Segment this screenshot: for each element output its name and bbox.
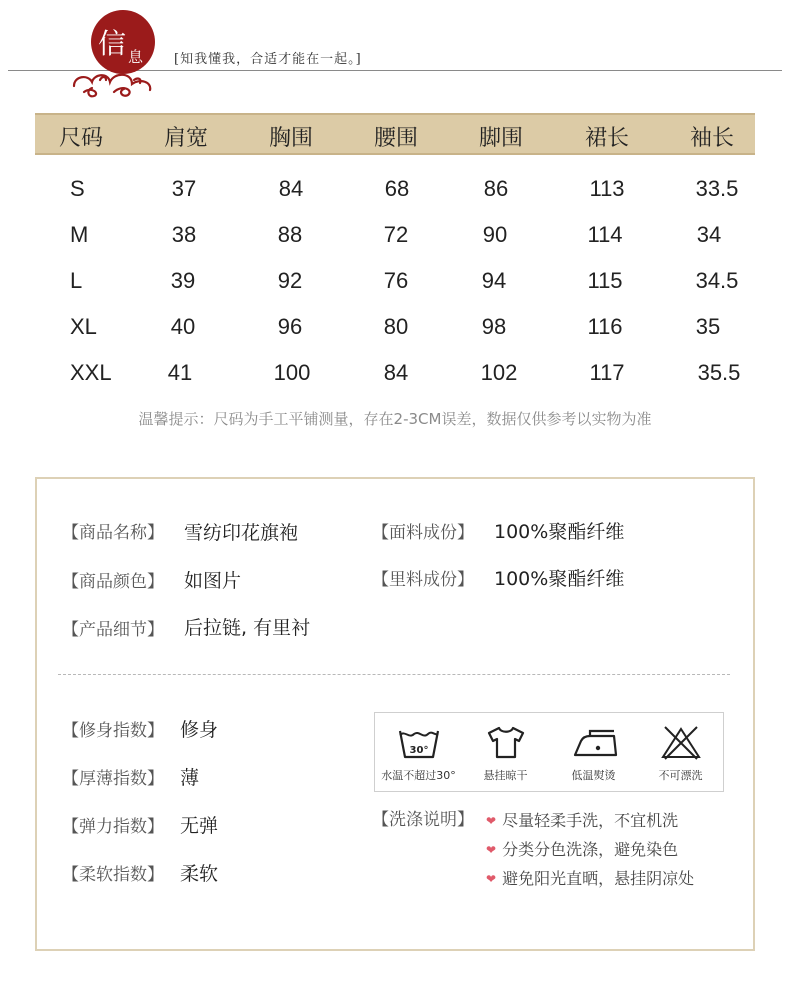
wash-30-icon: [397, 723, 441, 763]
iron-low-icon: [572, 723, 620, 763]
table-cell: 33.5: [695, 176, 739, 201]
elasticity-index-label: 【弹力指数】: [62, 817, 164, 837]
fabric-label: 【面料成份】: [372, 523, 474, 543]
care-caption: 悬挂晾干: [483, 769, 528, 782]
care-caption: 低温熨烫: [571, 769, 616, 782]
wash-item: [486, 837, 678, 860]
fabric-value: 100%聚酯纤维: [494, 521, 625, 543]
table-cell: 68: [384, 176, 410, 201]
fit-index-value: 修身: [180, 719, 219, 741]
wash-instructions-label: 【洗涤说明】: [372, 810, 474, 830]
table-cell: 88: [277, 222, 303, 247]
wash-item: [486, 866, 694, 889]
table-cell: 76: [383, 268, 409, 293]
table-cell: 38: [171, 222, 197, 247]
product-color-value: 如图片: [184, 570, 242, 592]
column-header-chest: 胸围: [268, 126, 314, 151]
table-cell: 84: [383, 360, 409, 385]
table-cell: 98: [481, 314, 507, 339]
slogan: [知我懂我，合适才能在一起。]: [174, 48, 368, 67]
wash-item-text: 避免阳光直晒，悬挂阴凉处: [502, 869, 695, 888]
table-cell: M: [70, 222, 89, 247]
table-cell: 86: [483, 176, 509, 201]
no-bleach-icon: [659, 723, 703, 763]
column-header-shoulder: 肩宽: [163, 126, 209, 151]
table-cell: 113: [589, 176, 625, 201]
table-cell: 35.5: [697, 360, 741, 385]
lining-value: 100%聚酯纤维: [494, 568, 625, 590]
care-item-hang: [462, 713, 549, 793]
table-cell: L: [70, 268, 83, 293]
table-cell: 72: [383, 222, 409, 247]
section-divider: [58, 674, 730, 675]
care-caption: 不可漂洗: [658, 769, 703, 782]
heart-icon: ❤: [486, 814, 497, 828]
fit-index-label: 【修身指数】: [62, 721, 164, 741]
table-cell: XXL: [70, 360, 112, 385]
table-cell: 80: [383, 314, 409, 339]
heart-icon: ❤: [486, 843, 497, 857]
table-cell: 94: [481, 268, 507, 293]
size-table-header: [35, 113, 755, 155]
care-item-bleach: [637, 713, 724, 793]
table-cell: 84: [278, 176, 304, 201]
table-cell: 41: [167, 360, 193, 385]
table-cell: 115: [587, 268, 623, 293]
elasticity-index-value: 无弹: [180, 815, 219, 837]
hang-dry-icon: [484, 723, 528, 763]
column-header-sleeve: 袖长: [689, 126, 735, 151]
table-cell: 34: [696, 222, 722, 247]
product-name-label: 【商品名称】: [62, 523, 164, 543]
softness-index-value: 柔软: [180, 863, 219, 885]
logo-char-small: 息: [128, 48, 144, 66]
column-header-length: 裙长: [584, 126, 630, 151]
care-item-wash: [375, 713, 462, 793]
table-cell: 39: [170, 268, 196, 293]
table-cell: 90: [482, 222, 508, 247]
wash-item: [486, 808, 678, 831]
table-cell: S: [70, 176, 85, 201]
column-header-hem: 脚围: [478, 126, 524, 151]
heart-icon: ❤: [486, 872, 497, 886]
table-cell: 96: [277, 314, 303, 339]
table-cell: 117: [589, 360, 625, 385]
table-cell: 114: [587, 222, 623, 247]
product-detail-label: 【产品细节】: [62, 620, 164, 640]
care-caption: 水温不超过30°: [381, 769, 456, 782]
column-header-size: 尺码: [58, 126, 104, 151]
table-cell: 34.5: [695, 268, 739, 293]
wash-item-text: 分类分色洗涤，避免染色: [502, 840, 679, 859]
table-cell: 116: [587, 314, 623, 339]
measurement-tip: 温馨提示：尺码为手工平铺测量，存在2-3CM误差，数据仅供参考以实物为准: [138, 410, 652, 428]
table-cell: 35: [695, 314, 721, 339]
wash-item-text: 尽量轻柔手洗，不宜机洗: [502, 811, 679, 830]
column-header-waist: 腰围: [373, 126, 419, 151]
table-cell: 100: [273, 360, 311, 385]
product-name-value: 雪纺印花旗袍: [184, 522, 299, 544]
table-cell: 92: [277, 268, 303, 293]
wash-temp: 30°: [409, 745, 429, 756]
logo-char-big: 信: [98, 27, 127, 60]
cloud-ornament-icon: [70, 64, 156, 98]
product-color-label: 【商品颜色】: [62, 572, 164, 592]
table-cell: 37: [171, 176, 197, 201]
thickness-index-label: 【厚薄指数】: [62, 769, 164, 789]
care-item-iron: [550, 713, 637, 793]
lining-label: 【里料成份】: [372, 570, 474, 590]
product-detail-value: 后拉链, 有里衬: [184, 617, 311, 639]
table-cell: 102: [480, 360, 518, 385]
softness-index-label: 【柔软指数】: [62, 865, 164, 885]
table-cell: XL: [70, 314, 97, 339]
care-icons-panel: [374, 712, 724, 792]
thickness-index-value: 薄: [180, 767, 200, 789]
table-cell: 40: [170, 314, 196, 339]
